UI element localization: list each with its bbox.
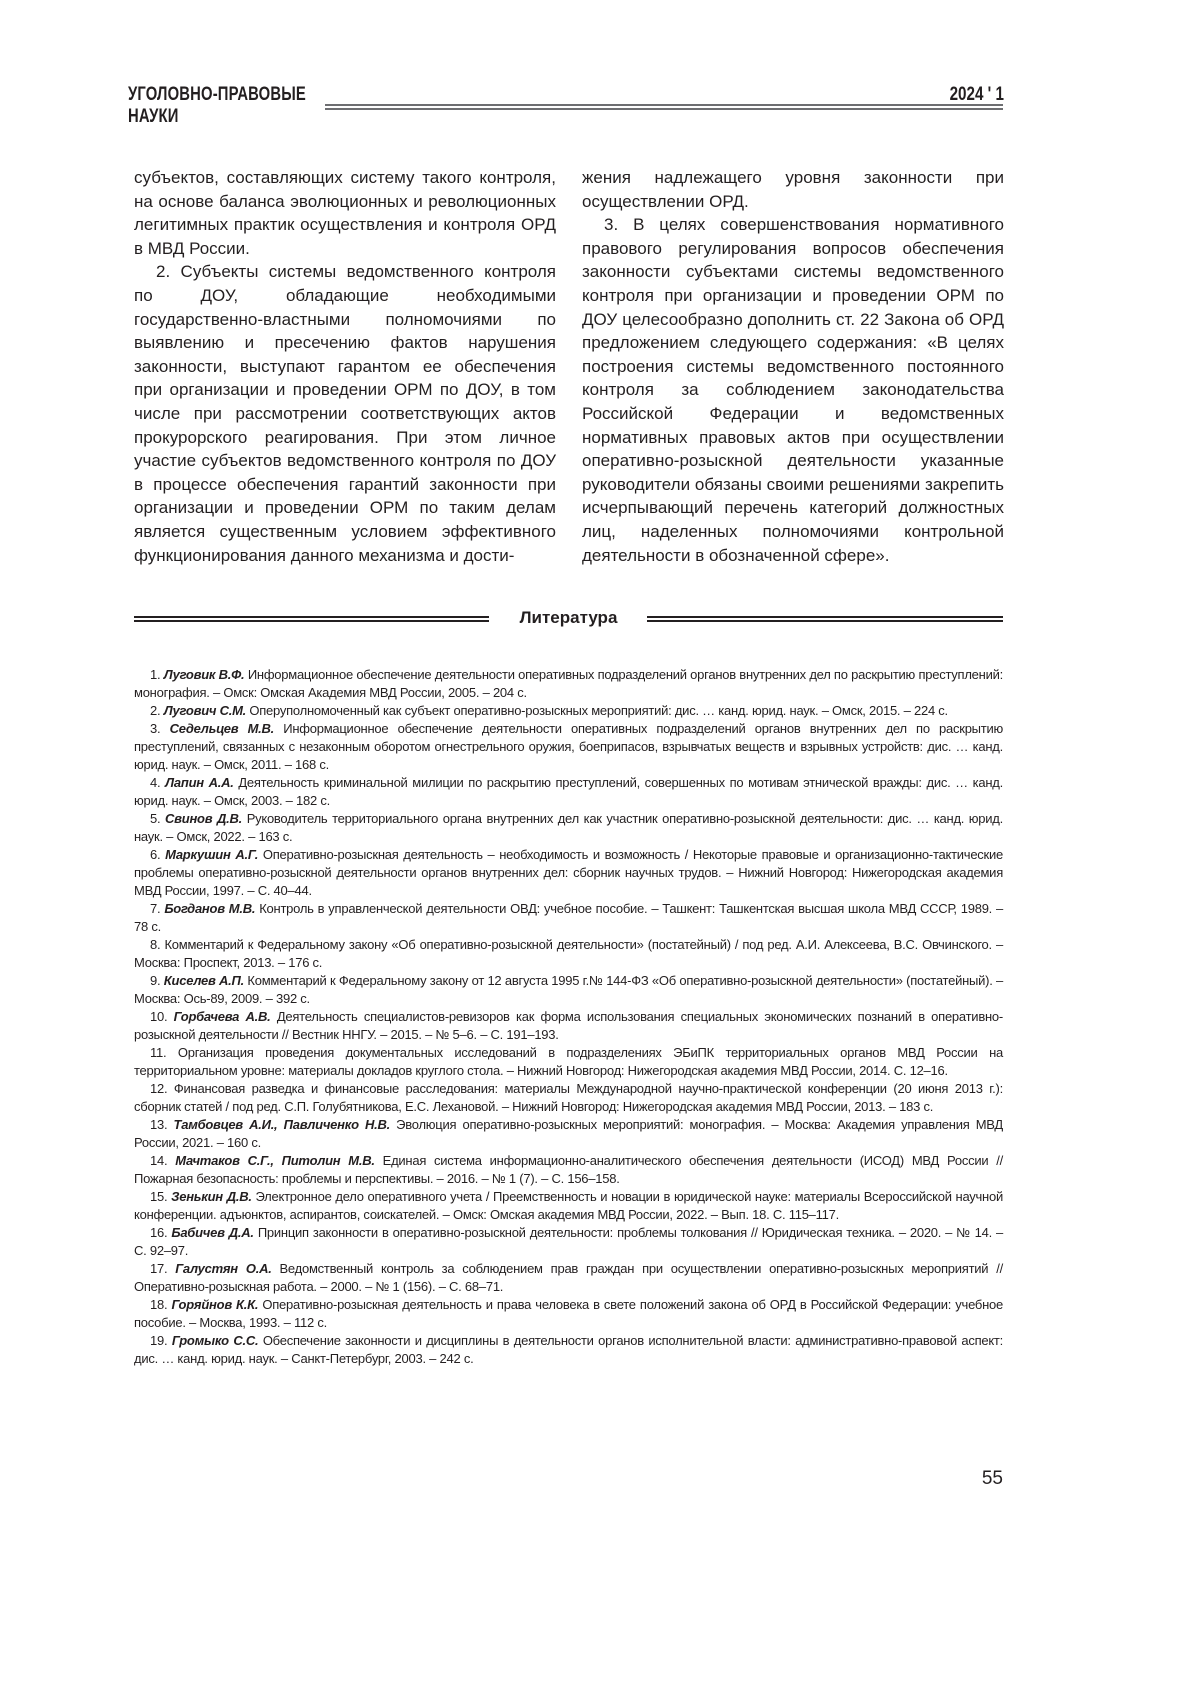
reference-author: Седельцев М.В. [170,721,274,736]
text-column-right [582,166,1004,567]
page-number: 55 [982,1468,1003,1490]
journal-section-title [128,84,306,128]
reference-text: Ведомственный контроль за соблюдением прав граждан при осуществлении оперативно-розыскных мероприятий // Оперативно-розыскная работа. – 2000. – № 1 (156). – С. 68–71. [134,1261,1003,1294]
reference-text: Оперативно-розыскная деятельность и права человека в свете положений закона об ОРД в Российской Федерации: учебное пособие. – Москва, 1993. – 112 с. [134,1297,1003,1330]
reference-number: 7. [150,901,160,916]
reference-item [134,1296,1003,1332]
reference-item [134,666,1003,702]
reference-author: Киселев А.П. [164,973,244,988]
reference-number: 13. [150,1117,167,1132]
reference-number: 10. [150,1009,167,1024]
reference-author: Маркушин А.Г. [165,847,258,862]
reference-text: Контроль в управленческой деятельности ОВД: учебное пособие. – Ташкент: Ташкентская высшая школа МВД СССР, 1989. – 78 с. [134,901,1003,934]
reference-author: Бабичев Д.А. [171,1225,253,1240]
reference-text: Организация проведения документальных исследований в подразделениях ЭБиПК территориальных органов МВД России на территориальном уровне: материалы докладов круглого стола. – Нижний Новгород: Нижегородская академия МВД России, 2014. С. 12–16. [134,1045,1003,1078]
reference-item [134,774,1003,810]
reference-number: 18. [150,1297,167,1312]
reference-text: Информационное обеспечение деятельности оперативных подразделений органов внутренних дел по раскрытию преступлений: монография. – Омск: Омская Академия МВД России, 2005. – 204 с. [134,667,1003,700]
reference-item [134,972,1003,1008]
reference-list [134,666,1003,1368]
reference-author: Тамбовцев А.И., Павличенко Н.В. [174,1117,390,1132]
reference-number: 14. [150,1153,167,1168]
reference-number: 8. [150,937,160,952]
reference-item [134,1008,1003,1044]
reference-author: Лугович С.М. [164,703,246,718]
reference-number: 1. [150,667,160,682]
reference-author: Мачтаков С.Г., Питолин М.В. [175,1153,375,1168]
reference-number: 15. [150,1189,167,1204]
reference-text: Эволюция оперативно-розыскных мероприятий: монография. – Москва: Академия управления МВД России, 2021. – 160 с. [134,1117,1003,1150]
reference-number: 3. [150,721,160,736]
text-column-left [134,166,556,567]
section-title-line-1: УГОЛОВНО-ПРАВОВЫЕ [128,84,306,106]
reference-number: 12. [150,1081,167,1096]
reference-number: 16. [150,1225,167,1240]
literature-title: Литература [134,608,1003,628]
section-title-line-2: НАУКИ [128,106,306,128]
paragraph: 3. В целях совершенствования нормативного правового регулирования вопросов обеспечения законности субъектами системы ведомственного контроля при организации и проведении ОРМ по ДОУ целесообразно дополнить ст. 22 Закона об ОРД предложением следующего содержания: «В целях построения системы ведомственного постоянного контроля за соблюдением законодательства Российской Федерации и ведомственных нормативных правовых актов при осуществлении оперативно-розыскной деятельности указанные руководители обязаны своими решениями закрепить исчерпывающий перечень категорий должностных лиц, наделенных полномочиями контрольной деятельности в обозначенной сфере». [582,213,1004,567]
reference-text: Оперативно-розыскная деятельность – необходимость и возможность / Некоторые правовые и организационно-тактические проблемы оперативно-розыскной деятельности органов внутренних дел: сборник научных трудов. – Нижний Новгород: Нижегородская академия МВД России, 1997. – С. 40–44. [134,847,1003,898]
reference-item [134,1332,1003,1368]
header-rule [325,108,1003,110]
reference-author: Горбачева А.В. [174,1009,271,1024]
issue-number: 2024 ' 1 [950,84,1004,106]
reference-item [134,1224,1003,1260]
reference-author: Луговик В.Ф. [164,667,245,682]
reference-item [134,1044,1003,1080]
reference-author: Богданов М.В. [164,901,255,916]
reference-text: Руководитель территориального органа внутренних дел как участник оперативно-розыскной деятельности: дис. … канд. юрид. наук. – Омск, 2022. – 163 с. [134,811,1003,844]
reference-item [134,1080,1003,1116]
reference-text: Финансовая разведка и финансовые расследования: материалы Международной научно-практической конференции (20 июня 2013 г.): сборник статей / под ред. С.П. Голубятникова, Е.С. Лехановой. – Нижний Новгород: Нижегородская академия МВД России, 2013. – 183 с. [134,1081,1003,1114]
reference-item [134,900,1003,936]
reference-text: Комментарий к Федеральному закону от 12 августа 1995 г.№ 144-ФЗ «Об оперативно-розыскной деятельности» (постатейный). – Москва: Ось-89, 2009. – 392 с. [134,973,1003,1006]
reference-number: 4. [150,775,160,790]
reference-author: Свинов Д.В. [165,811,242,826]
reference-item [134,702,1003,720]
reference-number: 9. [150,973,160,988]
reference-item [134,846,1003,900]
paragraph: субъектов, составляющих систему такого контроля, на основе баланса эволюционных и революционных легитимных практик осуществления и контроля ОРД в МВД России. [134,166,556,260]
reference-text: Деятельность криминальной милиции по раскрытию преступлений, совершенных по мотивам этнической вражды: дис. … канд. юрид. наук. – Омск, 2003. – 182 с. [134,775,1003,808]
reference-item [134,936,1003,972]
reference-item [134,1188,1003,1224]
literature-heading [134,606,1003,632]
reference-item [134,1116,1003,1152]
reference-number: 6. [150,847,160,862]
paragraph: жения надлежащего уровня законности при осуществлении ОРД. [582,166,1004,213]
reference-text: Электронное дело оперативного учета / Преемственность и новации в юридической науке: материалы Всероссийской научной конференции. адъюнктов, аспирантов, соискателей. – Омск: Омская академия МВД России, 2022. – Вып. 18. С. 115–117. [134,1189,1003,1222]
reference-text: Комментарий к Федеральному закону «Об оперативно-розыскной деятельности» (постатейный) / под ред. А.И. Алексеева, В.С. Овчинского. – Москва: Проспект, 2013. – 176 с. [134,937,1003,970]
reference-number: 2. [150,703,160,718]
reference-item [134,1152,1003,1188]
reference-number: 17. [150,1261,167,1276]
reference-text: Информационное обеспечение деятельности оперативных подразделений органов внутренних дел по раскрытию преступлений, связанных с незаконным оборотом огнестрельного оружия, боеприпасов, взрывчатых веществ и взрывных устройств: дис. … канд. юрид. наук. – Омск, 2011. – 168 с. [134,721,1003,772]
reference-text: Принцип законности в оперативно-розыскной деятельности: проблемы толкования // Юридическая техника. – 2020. – № 14. – С. 92–97. [134,1225,1003,1258]
reference-number: 5. [150,811,160,826]
reference-author: Зенькин Д.В. [171,1189,252,1204]
reference-text: Единая система информационно-аналитического обеспечения деятельности (ИСОД) МВД России // Пожарная безопасность: проблемы и перспективы. – 2016. – № 1 (7). – С. 156–158. [134,1153,1003,1186]
reference-item [134,720,1003,774]
reference-text: Деятельность специалистов-ревизоров как форма использования специальных экономических познаний в оперативно-розыскной деятельности // Вестник ННГУ. – 2015. – № 5–6. – С. 191–193. [134,1009,1003,1042]
reference-author: Громыко С.С. [172,1333,259,1348]
reference-number: 19. [150,1333,167,1348]
reference-number: 11. [150,1045,166,1060]
reference-author: Лапин А.А. [165,775,234,790]
reference-text: Обеспечение законности и дисциплины в деятельности органов исполнительной власти: административно-правовой аспект: дис. … канд. юрид. наук. – Санкт-Петербург, 2003. – 242 с. [134,1333,1003,1366]
reference-text: Оперуполномоченный как субъект оперативно-розыскных мероприятий: дис. … канд. юрид. наук. – Омск, 2015. – 224 с. [249,703,948,718]
reference-author: Галустян О.А. [175,1261,271,1276]
paragraph: 2. Субъекты системы ведомственного контроля по ДОУ, обладающие необходимыми государственно-властными полномочиями по выявлению и пресечению фактов нарушения законности, выступают гарантом ее обеспечения при организации и проведении ОРМ по ДОУ, в том числе при рассмотрении соответствующих актов прокурорского реагирования. При этом личное участие субъектов ведомственного контроля по ДОУ в процессе обеспечения гарантий законности при организации и проведении ОРМ по таким делам является существенным условием эффективного функционирования данного механизма и дости- [134,260,556,567]
reference-author: Горяйнов К.К. [171,1297,258,1312]
reference-item [134,810,1003,846]
header-rule [325,104,1003,106]
reference-item [134,1260,1003,1296]
